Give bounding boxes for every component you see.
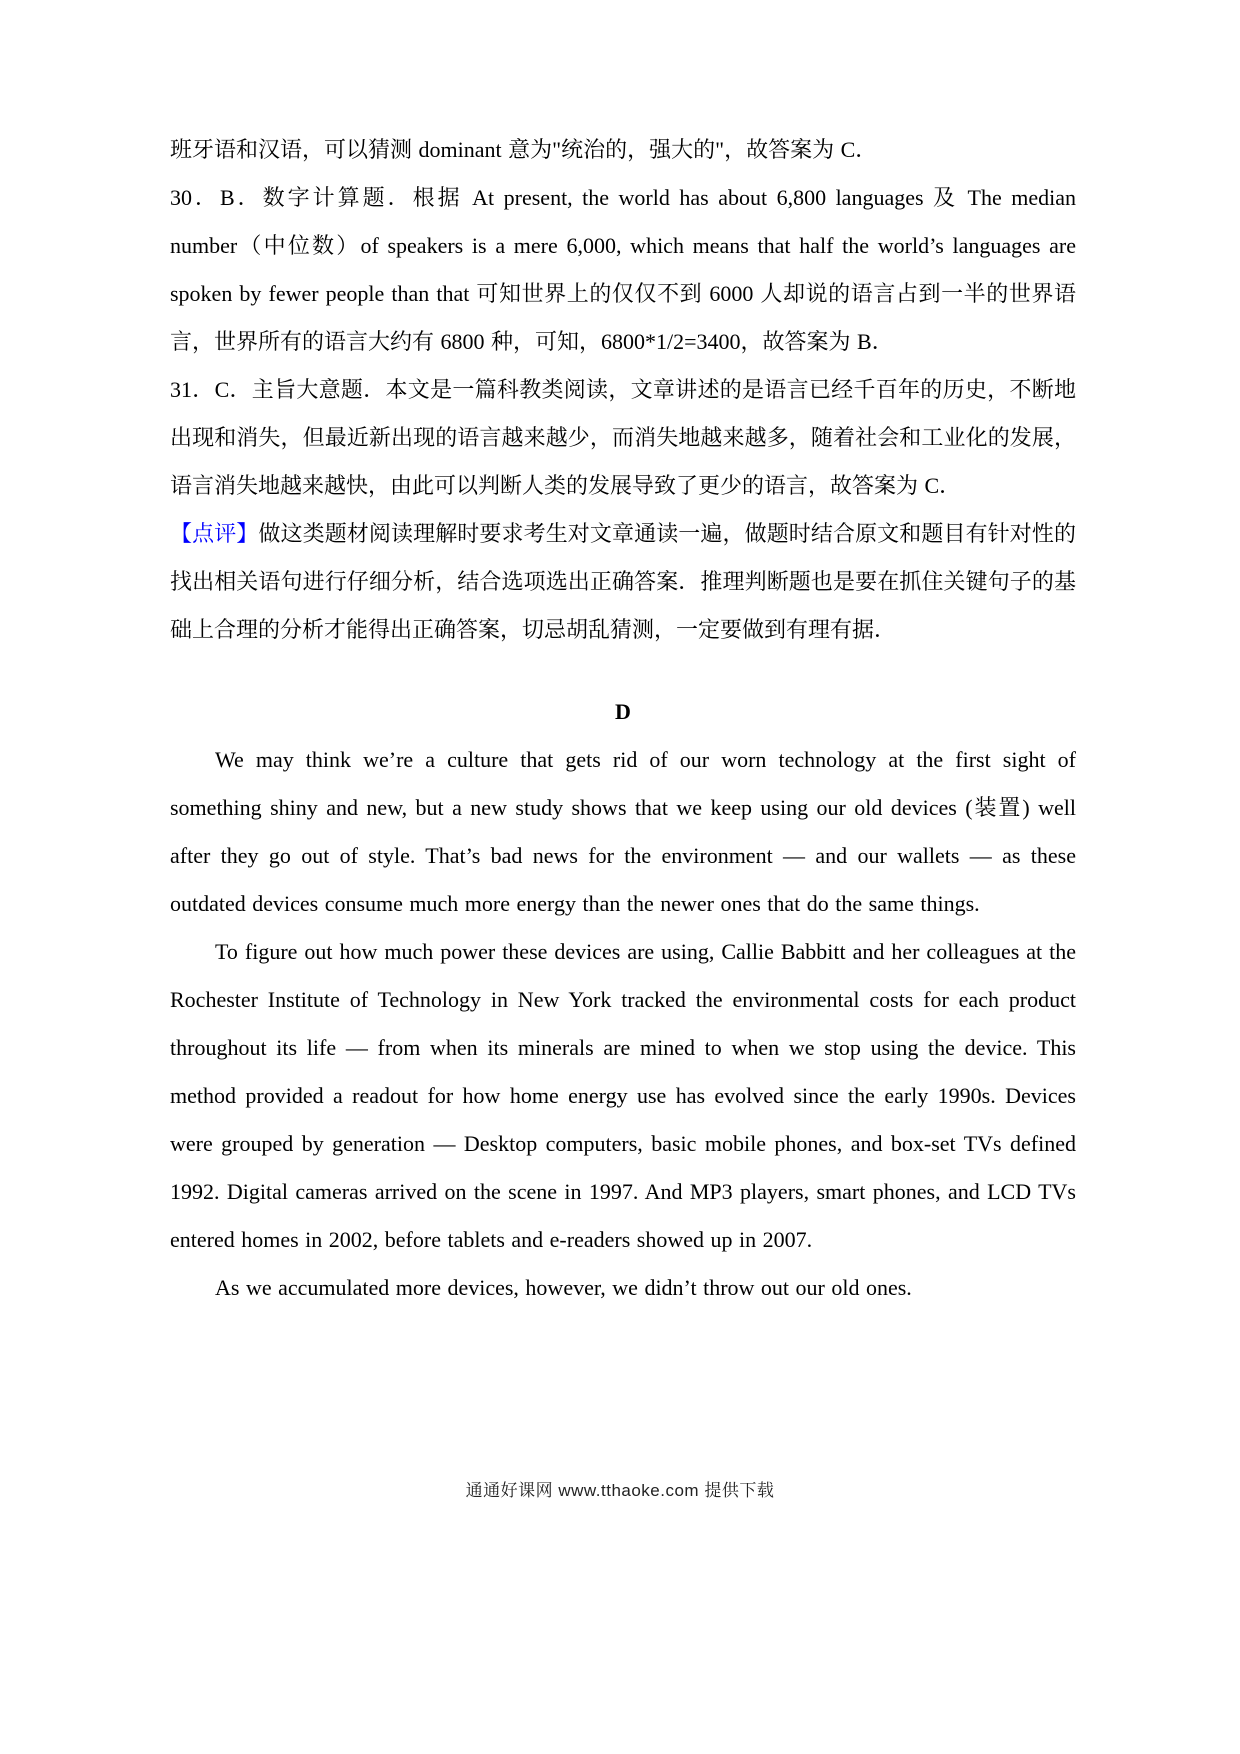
page-footer-watermark: 通通好课网 www.tthaoke.com 提供下载 xyxy=(465,1481,775,1500)
comment-paragraph xyxy=(170,510,1076,654)
passage-paragraph-2: To figure out how much power these devices are using, Callie Babbitt and her colleagues at the Rochester Institute of Technology in New York tracked the environmental costs for each product throughout its life — from when its minerals are mined to when we stop using the device. This method provided a readout for how home energy use has evolved since the early 1990s. Devices were grouped by generation — Desktop computers, basic mobile phones, and box-set TVs defined 1992. Digital cameras arrived on the scene in 1997. And MP3 players, smart phones, and LCD TVs entered homes in 2002, before tablets and e-readers showed up in 2007. xyxy=(170,939,1076,1252)
page-content xyxy=(170,126,1076,1312)
answer-30-paragraph: 30．B．数字计算题．根据 At present, the world has about 6,800 languages 及 The median number（中位数）of speakers is a mere 6,000, which means that half the world’s languages are spoken by fewer people than that 可知世界上的仅仅不到 6000 人却说的语言占到一半的世界语言，世界所有的语言大约有 6800 种，可知，6800*1/2=3400，故答案为 B． xyxy=(170,185,1076,354)
answer-31-paragraph: 31．C．主旨大意题．本文是一篇科教类阅读，文章讲述的是语言已经千百年的历史，不断地出现和消失，但最近新出现的语言越来越少，而消失地越来越多，随着社会和工业化的发展，语言消失地越来越快，由此可以判断人类的发展导致了更少的语言，故答案为 C． xyxy=(170,377,1076,498)
section-heading-d: D xyxy=(615,699,631,724)
answer-continuation-paragraph: 班牙语和汉语，可以猜测 dominant 意为"统治的，强大的"，故答案为 C． xyxy=(170,137,878,162)
passage-paragraph-3: As we accumulated more devices, however, we didn’t throw out our old ones. xyxy=(215,1275,912,1300)
comment-tag: 【点评】 xyxy=(170,521,259,546)
passage-paragraph-1: We may think we’re a culture that gets rid of our worn technology at the first sight of something shiny and new, but a new study shows that we keep using our old devices (装置) well after they go out of style. That’s bad news for the environment — and our wallets — as these outdated devices consume much more energy than the newer ones that do the same things. xyxy=(170,747,1076,916)
comment-text: 做这类题材阅读理解时要求考生对文章通读一遍，做题时结合原文和题目有针对性的找出相关语句进行仔细分析，结合选项选出正确答案．推理判断题也是要在抓住关键句子的基础上合理的分析才能得出正确答案，切忌胡乱猜测，一定要做到有理有据． xyxy=(170,521,1076,642)
